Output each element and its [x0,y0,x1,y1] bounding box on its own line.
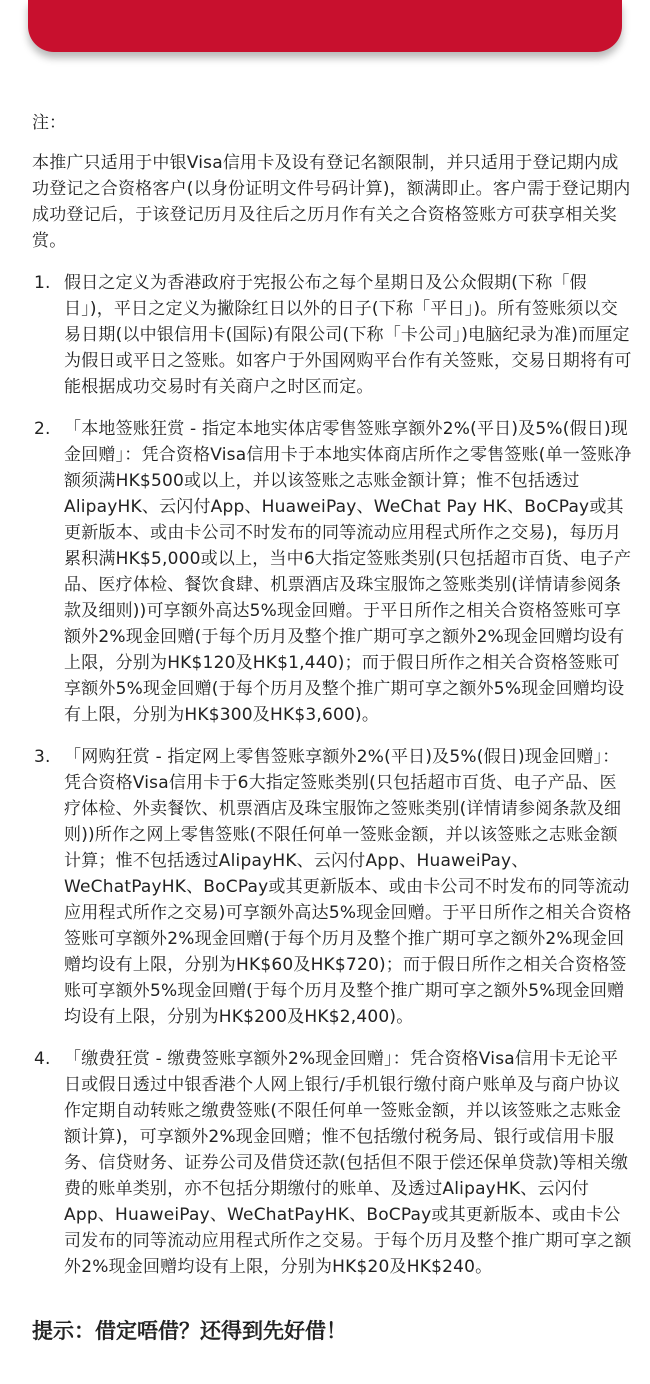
term-number: 1. [34,273,51,293]
intro-paragraph: 本推广只适用于中银Visa信用卡及设有登记名额限制，并只适用于登记期内成功登记之合资格客户(以身份证明文件号码计算)，额满即止。客户需于登记期内成功登记后，于该登记历月及往后之历月作有关之合资格签账方可获享相关奖赏。 [32,153,631,251]
tip-text: 提示：借定唔借？还得到先好借！ [32,1319,347,1343]
term-item-2 [32,416,632,728]
term-text: 「本地签账狂赏 - 指定本地实体店零售签账享额外2%(平日)及5%(假日)现金回赠」：凭合资格Visa信用卡于本地实体商店所作之零售签账(单一签账净额须满HK$500或以上，并以该签账之志账金额计算；惟不包括透过AlipayHK、云闪付App、HuaweiPay、WeChat Pay HK、BoCPay或其更新版本、或由卡公司不时发布的同等流动应用程式所作之交易)，每历月累积满HK$5,000或以上，当中6大指定签账类别(只包括超市百货、电子产品、医疗体检、餐饮食肆、机票酒店及珠宝服饰之签账类别(详情请参阅条款及细则))可享额外高达5%现金回赠。于平日所作之相关合资格签账可享额外2%现金回赠(于每个历月及整个推广期可享之额外2%现金回赠均设有上限，分别为HK$120及HK$1,440)；而于假日所作之相关合资格签账可享额外5%现金回赠(于每个历月及整个推广期可享之额外5%现金回赠均设有上限，分别为HK$300及HK$3,600)。 [64,419,632,725]
term-text: 「网购狂赏 - 指定网上零售签账享额外2%(平日)及5%(假日)现金回赠」：凭合资格Visa信用卡于6大指定签账类别(只包括超市百货、电子产品、医疗体检、外卖餐饮、机票酒店及珠宝服饰之签账类别(详情请参阅条款及细则))所作之网上零售签账(不限任何单一签账金额，并以该签账之志账金额计算；惟不包括透过AlipayHK、云闪付App、HuaweiPay、WeChatPayHK、BoCPay或其更新版本、或由卡公司不时发布的同等流动应用程式所作之交易)可享额外高达5%现金回赠。于平日所作之相关合资格签账可享额外2%现金回赠(于每个历月及整个推广期可享之额外2%现金回赠均设有上限，分别为HK$60及HK$720)；而于假日所作之相关合资格签账可享额外5%现金回赠(于每个历月及整个推广期可享之额外5%现金回赠均设有上限，分别为HK$200及HK$2,400)。 [64,747,632,1027]
term-text: 假日之定义为香港政府于宪报公布之每个星期日及公众假期(下称「假日」)，平日之定义为撇除红日以外的日子(下称「平日」)。所有签账须以交易日期(以中银信用卡(国际)有限公司(下称「卡公司」)电脑纪录为准)而厘定为假日或平日之签账。如客户于外国网购平台作有关签账，交易日期将有可能根据成功交易时有关商户之时区而定。 [64,273,632,397]
terms-content [32,110,632,1296]
term-number: 2. [34,419,51,439]
term-number: 4. [34,1049,51,1069]
term-item-1 [32,270,632,400]
term-item-3 [32,744,632,1030]
note-title: 注： [32,113,66,133]
term-number: 3. [34,747,51,767]
top-banner [28,0,622,52]
term-text: 「缴费狂赏 - 缴费签账享额外2%现金回赠」：凭合资格Visa信用卡无论平日或假日透过中银香港个人网上银行/手机银行缴付商户账单及与商户协议作定期自动转账之缴费签账(不限任何单一签账金额，并以该签账之志账金额计算)，可享额外2%现金回赠；惟不包括缴付税务局、银行或信用卡服务、信贷财务、证券公司及借贷还款(包括但不限于偿还保单贷款)等相关缴费的账单类别，亦不包括分期缴付的账单、及透过AlipayHK、云闪付App、HuaweiPay、WeChatPayHK、BoCPay或其更新版本、或由卡公司发布的同等流动应用程式所作之交易。于每个历月及整个推广期可享之额外2%现金回赠均设有上限，分别为HK$20及HK$240。 [64,1049,632,1277]
term-item-4 [32,1046,632,1280]
